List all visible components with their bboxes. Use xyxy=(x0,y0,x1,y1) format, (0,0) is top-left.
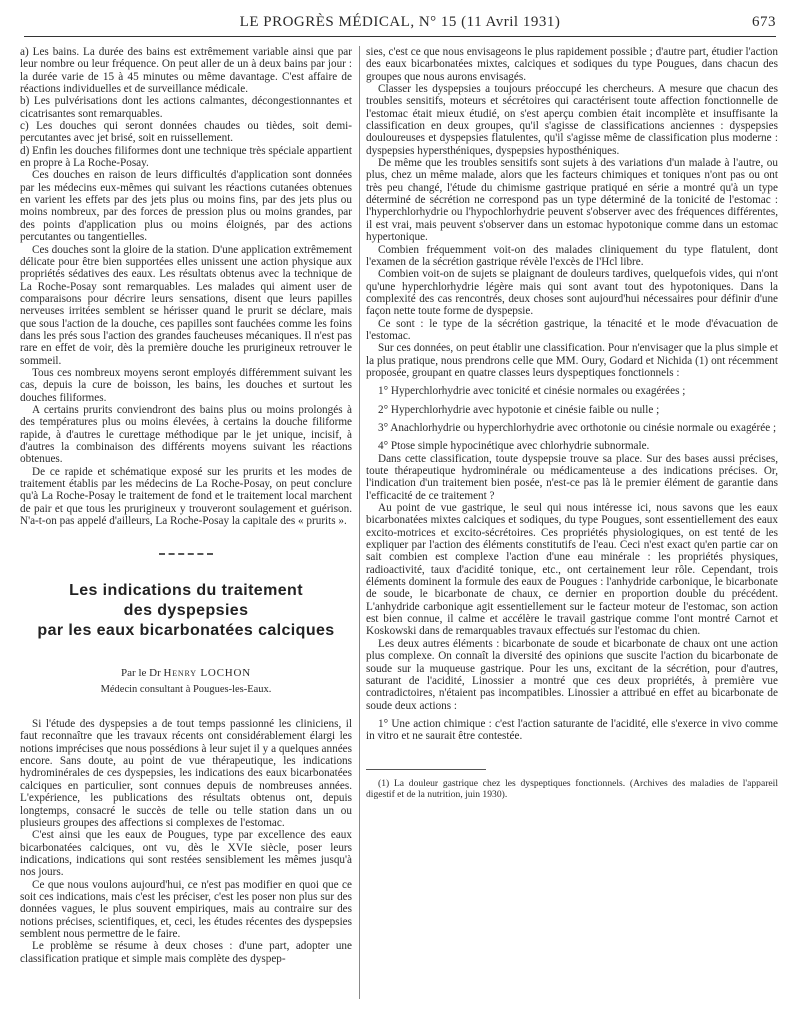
classification-item: 1° Hyperchlorhydrie avec tonicité et cinésie normales ou exagérées ; xyxy=(378,385,686,398)
paragraph: Sur ces données, on peut établir une classification. Pour n'envisager que la plus simple et la plus pratique, nous prendrons celle que MM. Oury, Godard et Nichida (1) ont récemment proposée, groupant en quatre classes leurs dyspeptiques fonctionnels : xyxy=(366,342,778,379)
paragraph: sies, c'est ce que nous envisageons le plus rapidement possible ; d'autre part, étudier l'action des eaux bicarbonatées mixtes, calciques et sodiques du type Pougues, dans chacun des groupes que nous aurons envisagés. xyxy=(366,46,778,83)
article-title xyxy=(20,581,352,641)
author-name: Henry LOCHON xyxy=(163,667,251,680)
footnote-rule xyxy=(366,769,486,770)
paragraph: d) Enfin les douches filiformes dont une technique très spéciale appartient en propre à La Roche-Posay. xyxy=(20,144,352,170)
author-affiliation: Médecin consultant à Pougues-les-Eaux. xyxy=(100,683,272,695)
paragraph: Ces douches sont la gloire de la station. D'une application extrêmement délicate pour être bien supportées elles unissent une action physique aux propriétés sédatives des eaux. Les résultats obtenus avec la technique de La Roche-Posay sont remarquables. Les malades qui aiment user de comparaisons pour décrire leurs sensations, disent que leurs papilles nerveuses irritées semblent se hérisser quand le prurit se déclare, mais que sous l'action de la douche, ces papilles sont fauchées comme les foins dans les prés sous l'action des grandes faucheuses mécaniques. Il n'est pas rare en effet de voir, dès la première douche les prurigineux retrouver le sommeil. xyxy=(20,243,352,367)
classification-item: 2° Hyperchlorhydrie avec hypotonie et cinésie faible ou nulle ; xyxy=(378,403,660,416)
page-header xyxy=(24,14,776,37)
classification-item: 4° Ptose simple hypocinétique avec chlorhydrie subnormale. xyxy=(378,440,650,453)
paragraph: a) Les bains. La durée des bains est extrêmement variable ainsi que par leur nombre ou leur fréquence. On peut aller de un à deux bains par jour : la durée varie de 15 à 45 minutes ou même davantage. C'est affaire de réactions individuelles et de surveillance médicale. xyxy=(20,46,352,96)
paragraph: Tous ces nombreux moyens seront employés différemment suivant les cas, depuis la cure de boisson, les bains, les douches et surtout les douches filiformes. xyxy=(20,366,352,404)
paragraph: 1° Une action chimique : c'est l'action saturante de l'acidité, elle s'exerce in vivo comme in vitro et ne saurait être contestée. xyxy=(366,717,778,743)
article-title-line: Les indications du traitement xyxy=(69,582,303,600)
paragraph: Dans cette classification, toute dyspepsie trouve sa place. Sur des bases aussi précises, toute thérapeutique hydrominérale ou médicamenteuse a des indications précises. Or, l'indication d'un traitement bien posée, n'est-ce pas là le premier élément de garantie dans l'efficacité de ce traitement ? xyxy=(366,452,778,502)
paragraph: Ce sont : le type de la sécrétion gastrique, la ténacité et le mode d'évacuation de l'estomac. xyxy=(366,317,778,342)
paragraph: Combien fréquemment voit-on des malades cliniquement du type flatulent, dont l'examen de la sécrétion gastrique révèle l'excès de l'Hcl libre. xyxy=(366,243,778,268)
paragraph: Au point de vue gastrique, le seul qui nous intéresse ici, nous savons que les eaux bicarbonatées mixtes calciques et sodiques, du type Pougues, sont essentiellement des eaux excito-motrices et excito-sécrétoires. Ces propriétés physiologiques, on est tenté de les expliquer par l'action des éléments constitutifs de l'eau. Ceci n'est exact qu'en partie car on sait combien est complexe l'action d'une eau minérale : les propriétés physiques, radioactivité, taux d'acidité tonique, etc., ont certainement leur rôle. Cependant, trois éléments dominent la formule des eaux de Pougues : l'anhydride carbonique, le bicarbonate de soude, le bicarbonate de chaux, ce dernier en proportion double du précédent. L'anhydride carbonique agit essentiellement sur le facteur moteur de l'estomac, son action est bien connue, il calme et accélère le travail gastrique comme l'ont montré Carnot et Koskowski dans de remarquables travaux effectués sur l'estomac du chien. xyxy=(366,502,778,638)
byline xyxy=(20,667,352,679)
page-number: 673 xyxy=(752,14,776,30)
left-column xyxy=(20,46,352,965)
paragraph: Si l'étude des dyspepsies a de tout temps passionné les cliniciens, il faut reconnaître que les travaux récents ont considérablement élargi les notions imprécises que nous possédions à leur sujet il y a quelques années encore. Sans doute, au point de vue thérapeutique, les indications hydrominérales de ces dyspepsies, les indications des eaux bicarbonatées calciques en particulier, sont connues depuis de nombreuses années. L'expérience, les publications des résultats obtenus ont, depuis longtemps, consacré le succès de telle ou telle station dans un ou plusieurs groupes des affections si complexes de l'estomac. xyxy=(20,718,352,829)
article-title-line: des dyspepsies xyxy=(123,602,249,620)
paragraph: Ce que nous voulons aujourd'hui, ce n'est pas modifier en quoi que ce soit ces indications, mais c'est les préciser, c'est les poser non plus sur des données vagues, le plus souvent empiriques, mais au contraire sur des notions précises, scientifiques, et, ceci, les études récentes des dyspepsies semblent nous permettre de le faire. xyxy=(20,878,352,940)
footnote: (1) La douleur gastrique chez les dyspeptiques fonctionnels. (Archives des maladies de l'appareil digestif et de la nutrition, juin 1930). xyxy=(366,777,778,800)
paragraph: De ce rapide et schématique exposé sur les prurits et les modes de traitement établis par les médecins de La Roche-Posay, on peut conclure qu'à La Roche-Posay le traitement de fond et le traitement local marchent de pair et que tous les prurigineux y trouveront soulagement et guérison. N'a-t-on pas appelé d'ailleurs, La Roche-Posay la capitale des « prurits ». xyxy=(20,465,352,528)
column-divider xyxy=(359,46,360,999)
paragraph: Ces douches en raison de leurs difficultés d'application sont données par les médecins eux-mêmes qui suivant les réactions cutanées obtenues en varient les effets par des jets plus ou moins fins, par des jets plus ou moins nombreux, par des forces de pression plus ou moins grandes, par des points d'application plus ou moins éloignés, par des actions percutantes ou tangentielles. xyxy=(20,169,352,244)
paragraph: b) Les pulvérisations dont les actions calmantes, décongestionnantes et cicatrisantes sont remarquables. xyxy=(20,95,352,120)
article-title-line: par les eaux bicarbonatées calciques xyxy=(37,622,335,640)
paragraph: c) Les douches qui seront données chaudes ou tièdes, soit demi-percutantes avec jet brisé, soit en ruissellement. xyxy=(20,120,352,145)
section-separator xyxy=(159,553,213,555)
paragraph: A certains prurits conviendront des bains plus ou moins prolongés à des températures plus ou moins élevées, à certains la douche filiforme rapide, à d'autres le curettage méthodique par le jet unique, incisif, à d'autres la combinaison des différents moyens suivant les réactions obtenues. xyxy=(20,403,352,466)
paragraph: C'est ainsi que les eaux de Pougues, type par excellence des eaux bicarbonatées calciques, ont vu, dès le XVIe siècle, poser leurs indications, indications qui sont restées sensiblement les mêmes jusqu'à nos jours. xyxy=(20,829,352,879)
paragraph: Les deux autres éléments : bicarbonate de soude et bicarbonate de chaux ont une action plus complexe. On connaît la diversité des opinions que suscite l'action du bicarbonate de soude sur la muqueuse gastrique. Pour les uns, excitant de la sécrétion, pour d'autres, saturant de l'acidité, Linossier a montré que ces deux propriétés, à première vue contradictoires, n'étaient pas incompatibles. Linossier a attribué en effet au bicarbonate de soude deux actions : xyxy=(366,637,778,712)
right-column xyxy=(366,46,778,800)
paragraph: Le problème se résume à deux choses : d'une part, adopter une classification pratique et simple mais complète des dyspep- xyxy=(20,940,352,965)
paragraph: De même que les troubles sensitifs sont sujets à des variations d'un malade à l'autre, ou plus, chez un même malade, alors que les facteurs chimiques et toniques n'ont pas ou ont très peu changé, l'étude du chimisme gastrique pratiqué en série a montré qu'à un type déterminé de sécrétion ne correspond pas un type déterminé de la tonicité de l'estomac : l'hyperchlorhydrie ou l'hypochlorhydrie peuvent s'observer avec des fréquences différentes, il est vrai, mais peuvent s'observer dans un estomac hypotonique comme dans un estomac hypertonique. xyxy=(366,157,778,244)
paragraph: Classer les dyspepsies a toujours préoccupé les chercheurs. A mesure que chacun des troubles sensitifs, moteurs et sécrétoires qui caractérisent toute affection fonctionnelle de l'estomac était mieux étudié, on s'est aperçu combien était incomplète et insuffisante la classification en deux groupes, qu'il s'agisse de classifications anciennes : dyspepsies douloureuses et dyspepsies flatulentes, qu'il s'agisse même de classification plus moderne : dyspepsies hypersthéniques, dyspepsies hyposthéniques. xyxy=(366,83,778,157)
paragraph: Combien voit-on de sujets se plaignant de douleurs tardives, quelquefois vides, qui n'ont qu'une hyperchlorhydrie légère mais qui sont avant tout des hypotoniques. Dans la complexité des cas rencontrés, deux choses sont aujourd'hui nécessaires pour définir d'une façon nette toute forme de dyspepsie. xyxy=(366,268,778,318)
byline-prefix: Par le Dr xyxy=(121,667,161,680)
journal-title: LE PROGRÈS MÉDICAL, N° 15 (11 Avril 1931) xyxy=(239,14,561,30)
classification-item: 3° Anachlorhydrie ou hyperchlorhydrie avec orthotonie ou cinésie normale ou exagérée ; xyxy=(378,421,777,434)
